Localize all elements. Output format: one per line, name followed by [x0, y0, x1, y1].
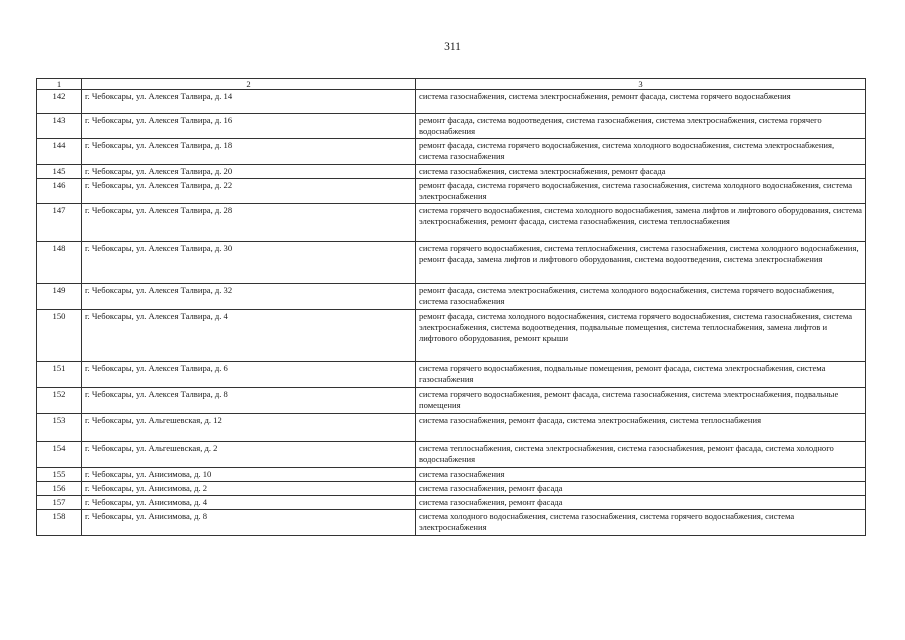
row-address: г. Чебоксары, ул. Альгешевская, д. 12: [82, 414, 416, 442]
table-row: [37, 165, 866, 179]
table-row: [37, 442, 866, 468]
table-row: [37, 90, 866, 114]
row-number: 147: [37, 204, 82, 242]
row-address: г. Чебоксары, ул. Алексея Талвира, д. 18: [82, 139, 416, 165]
row-address: г. Чебоксары, ул. Алексея Талвира, д. 6: [82, 362, 416, 388]
row-works: система горячего водоснабжения, подвальные помещения, ремонт фасада, система электроснабжения, система газоснабжения: [416, 362, 866, 388]
table-row: [37, 388, 866, 414]
works-table: [36, 78, 866, 536]
table-row: [37, 310, 866, 362]
row-address: г. Чебоксары, ул. Алексея Талвира, д. 16: [82, 114, 416, 139]
row-works: система газоснабжения: [416, 468, 866, 482]
table-row: [37, 496, 866, 510]
table-row: [37, 362, 866, 388]
row-number: 152: [37, 388, 82, 414]
table-row: [37, 510, 866, 536]
row-works: ремонт фасада, система водоотведения, система газоснабжения, система электроснабжения, система горячего водоснабжения: [416, 114, 866, 139]
row-number: 145: [37, 165, 82, 179]
row-number: 158: [37, 510, 82, 536]
row-address: г. Чебоксары, ул. Алексея Талвира, д. 30: [82, 242, 416, 284]
row-number: 154: [37, 442, 82, 468]
table-row: [37, 468, 866, 482]
row-works: ремонт фасада, система горячего водоснабжения, система холодного водоснабжения, система электроснабжения, система газоснабжения: [416, 139, 866, 165]
row-number: 148: [37, 242, 82, 284]
row-address: г. Чебоксары, ул. Алексея Талвира, д. 8: [82, 388, 416, 414]
row-address: г. Чебоксары, ул. Алексея Талвира, д. 28: [82, 204, 416, 242]
header-col-2: 2: [82, 79, 416, 90]
row-address: г. Чебоксары, ул. Анисимова, д. 4: [82, 496, 416, 510]
page-number: 311: [444, 41, 461, 53]
table-row: [37, 242, 866, 284]
row-number: 157: [37, 496, 82, 510]
row-address: г. Чебоксары, ул. Алексея Талвира, д. 20: [82, 165, 416, 179]
table-row: [37, 114, 866, 139]
row-number: 149: [37, 284, 82, 310]
row-address: г. Чебоксары, ул. Алексея Талвира, д. 22: [82, 179, 416, 204]
row-number: 155: [37, 468, 82, 482]
row-number: 146: [37, 179, 82, 204]
row-address: г. Чебоксары, ул. Алексея Талвира, д. 14: [82, 90, 416, 114]
row-address: г. Чебоксары, ул. Анисимова, д. 2: [82, 482, 416, 496]
row-number: 156: [37, 482, 82, 496]
row-works: ремонт фасада, система горячего водоснабжения, система газоснабжения, система холодного водоснабжения, система электроснабжения: [416, 179, 866, 204]
row-address: г. Чебоксары, ул. Анисимова, д. 10: [82, 468, 416, 482]
row-number: 144: [37, 139, 82, 165]
row-works: система горячего водоснабжения, система холодного водоснабжения, замена лифтов и лифтового оборудования, система электроснабжения, ремонт фасада, система газоснабжения, система теплоснабжения: [416, 204, 866, 242]
row-works: система горячего водоснабжения, ремонт фасада, система газоснабжения, система электроснабжения, подвальные помещения: [416, 388, 866, 414]
table-row: [37, 482, 866, 496]
row-works: система газоснабжения, система электроснабжения, ремонт фасада, система горячего водоснабжения: [416, 90, 866, 114]
header-col-3: 3: [416, 79, 866, 90]
table-row: [37, 139, 866, 165]
table-row: [37, 284, 866, 310]
table-header-row: [37, 79, 866, 90]
header-col-1: 1: [37, 79, 82, 90]
row-address: г. Чебоксары, ул. Анисимова, д. 8: [82, 510, 416, 536]
row-works: система холодного водоснабжения, система газоснабжения, система горячего водоснабжения, система электроснабжения: [416, 510, 866, 536]
row-address: г. Чебоксары, ул. Алексея Талвира, д. 32: [82, 284, 416, 310]
row-number: 151: [37, 362, 82, 388]
table-row: [37, 204, 866, 242]
row-works: система теплоснабжения, система электроснабжения, система газоснабжения, ремонт фасада, система холодного водоснабжения: [416, 442, 866, 468]
row-number: 153: [37, 414, 82, 442]
row-works: система газоснабжения, система электроснабжения, ремонт фасада: [416, 165, 866, 179]
row-address: г. Чебоксары, ул. Алексея Талвира, д. 4: [82, 310, 416, 362]
row-works: система горячего водоснабжения, система теплоснабжения, система газоснабжения, система холодного водоснабжения, ремонт фасада, замена лифтов и лифтового оборудования, система водоотведения, система электроснабжения: [416, 242, 866, 284]
row-address: г. Чебоксары, ул. Альгешевская, д. 2: [82, 442, 416, 468]
row-number: 150: [37, 310, 82, 362]
row-works: система газоснабжения, ремонт фасада: [416, 496, 866, 510]
row-works: система газоснабжения, ремонт фасада: [416, 482, 866, 496]
row-works: система газоснабжения, ремонт фасада, система электроснабжения, система теплоснабжения: [416, 414, 866, 442]
row-number: 142: [37, 90, 82, 114]
table-row: [37, 414, 866, 442]
row-works: ремонт фасада, система холодного водоснабжения, система горячего водоснабжения, система газоснабжения, система электроснабжения, система водоотведения, подвальные помещения, система теплоснабжения, замена лифтов и лифтового оборудования, ремонт крыши: [416, 310, 866, 362]
table-row: [37, 179, 866, 204]
row-number: 143: [37, 114, 82, 139]
row-works: ремонт фасада, система электроснабжения, система холодного водоснабжения, система горячего водоснабжения, система газоснабжения: [416, 284, 866, 310]
